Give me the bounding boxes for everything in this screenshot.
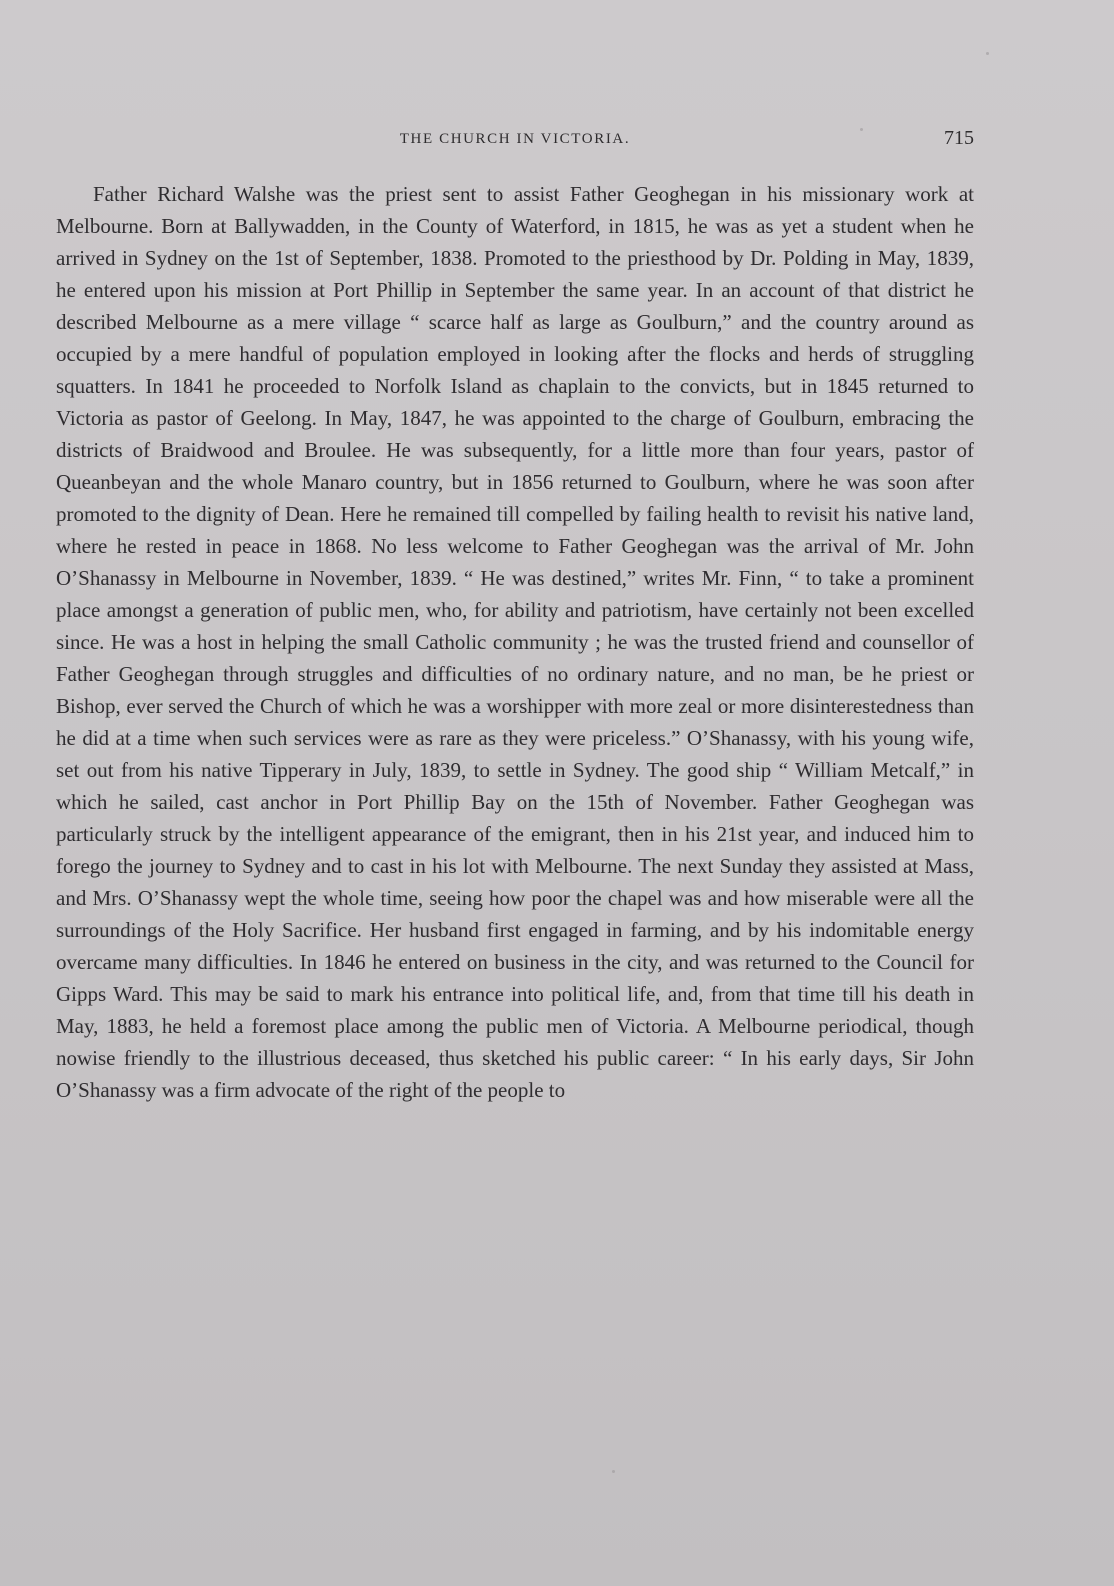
paper-speck — [612, 1470, 615, 1473]
paper-speck — [986, 52, 989, 55]
body-paragraph: Father Richard Walshe was the priest sent to assist Father Geoghegan in his missionary work at Melbourne. Born at Ballywadden, in the County of Waterford, in 1815, he was as yet a student when he arrived in Sydney on the 1st of September, 1838. Promoted to the priesthood by Dr. Polding in May, 1839, he entered upon his mission at Port Phillip in September the same year. In an account of that district he described Melbourne as a mere village “ scarce half as large as Goulburn,” and the country around as occupied by a mere handful of population employed in looking after the flocks and herds of struggling squatters. In 1841 he proceeded to Norfolk Island as chaplain to the convicts, but in 1845 returned to Victoria as pastor of Geelong. In May, 1847, he was appointed to the charge of Goulburn, embracing the districts of Braidwood and Broulee. He was subsequently, for a little more than four years, pastor of Queanbeyan and the whole Manaro country, but in 1856 returned to Goulburn, where he was soon after promoted to the dignity of Dean. Here he remained till compelled by failing health to revisit his native land, where he rested in peace in 1868. No less welcome to Father Geoghegan was the arrival of Mr. John O’Shanassy in Melbourne in November, 1839. “ He was destined,” writes Mr. Finn, “ to take a prominent place amongst a generation of public men, who, for ability and patriotism, have certainly not been excelled since. He was a host in helping the small Catholic community ; he was the trusted friend and counsellor of Father Geoghegan through struggles and difficulties of no ordinary nature, and no man, be he priest or Bishop, ever served the Church of which he was a worshipper with more zeal or more disinterestedness than he did at a time when such services were as rare as they were priceless.” O’Shanassy, with his young wife, set out from his native Tipperary in July, 1839, to settle in Sydney. The good ship “ William Metcalf,” in which he sailed, cast anchor in Port Phillip Bay on the 15th of November. Father Geoghegan was particularly struck by the intelligent appearance of the emigrant, then in his 21st year, and induced him to forego the journey to Sydney and to cast in his lot with Melbourne. The next Sunday they assisted at Mass, and Mrs. O’Shanassy wept the whole time, seeing how poor the chapel was and how miserable were all the surroundings of the Holy Sacrifice. Her husband first engaged in farming, and by his indomitable energy overcame many difficulties. In 1846 he entered on business in the city, and was returned to the Council for Gipps Ward. This may be said to mark his entrance into political life, and, from that time till his death in May, 1883, he held a foremost place among the public men of Victoria. A Melbourne periodical, though nowise friendly to the illustrious deceased, thus sketched his public career: “ In his early days, Sir John O’Shanassy was a firm advocate of the right of the people to — [56, 182, 974, 1102]
running-title: THE CHURCH IN VICTORIA. — [399, 131, 631, 147]
page-header — [56, 127, 974, 157]
page-number: 715 — [944, 127, 974, 149]
